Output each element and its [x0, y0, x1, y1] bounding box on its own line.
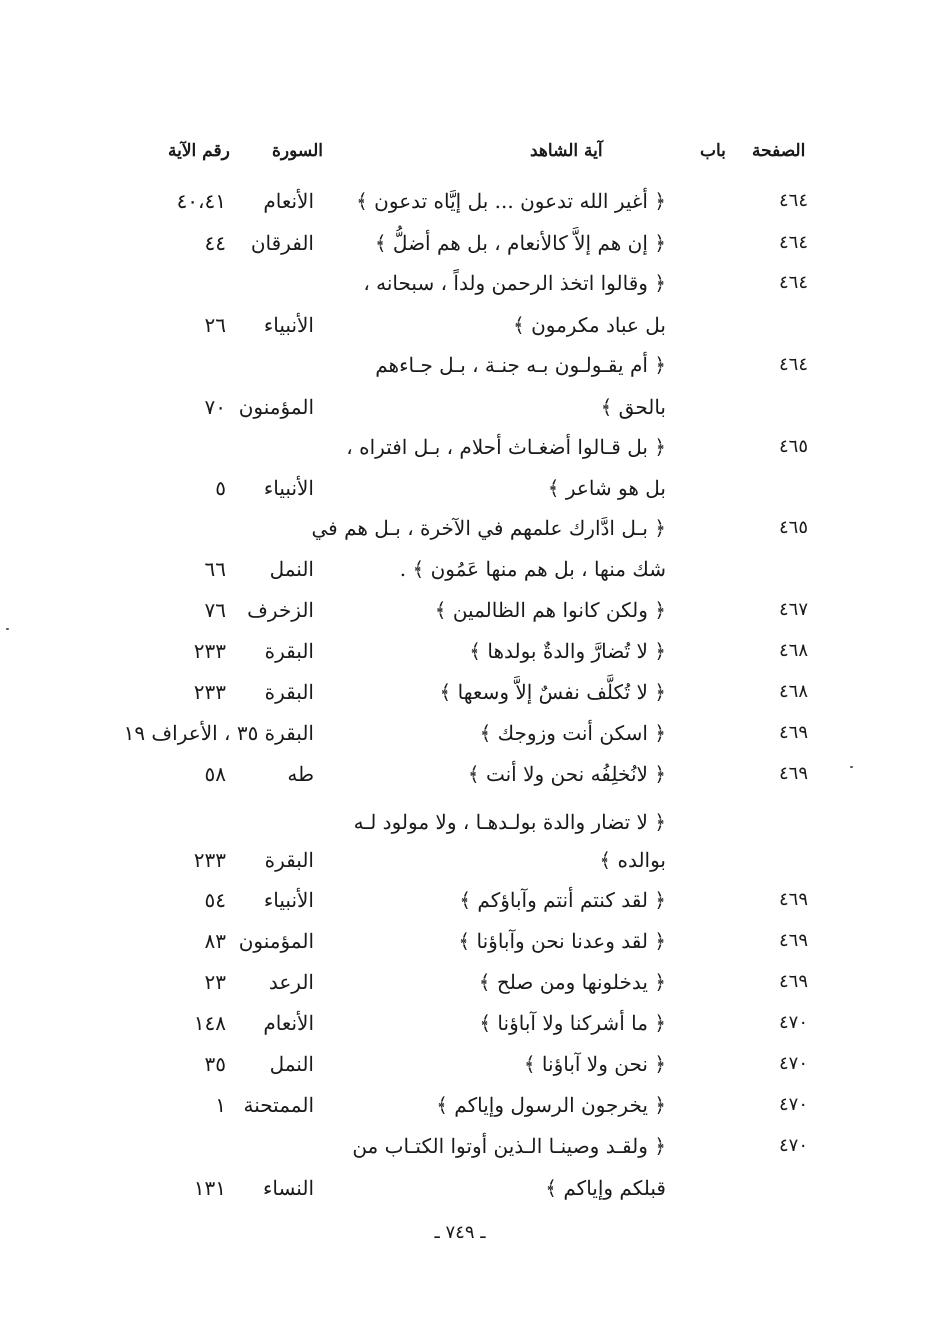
- surah-cell: طه: [287, 762, 314, 786]
- ayah-number-cell: ٥٤: [204, 888, 226, 912]
- verse-cell: شك منها ، بل هم منها عَمُون ﴾ .: [399, 557, 666, 581]
- surah-cell: النساء: [262, 1176, 314, 1200]
- verse-cell: ﴿ أم يقـولـون بـه جنـة ، بـل جـاءهم: [375, 353, 666, 377]
- page-number-cell: ٤٦٩: [778, 763, 808, 784]
- surah-cell: الأنعام: [263, 189, 314, 213]
- page-number-cell: ٤٦٤: [778, 232, 808, 253]
- verse-cell: ﴿ لا تضار والدة بولـدهـا ، ولا مولود لـه: [353, 810, 666, 834]
- header-ayah-number: رقم الآية: [168, 141, 230, 161]
- page-number-cell: ٤٦٤: [778, 354, 808, 375]
- verse-cell: ﴿ إن هم إلاَّ كالأنعام ، بل هم أضلُّ ﴾: [374, 231, 666, 255]
- surah-cell: الممتحنة: [243, 1093, 314, 1117]
- surah-cell: الأنبياء: [263, 888, 314, 912]
- page-number-cell: ٤٧٠: [778, 1135, 808, 1156]
- surah-cell: البقرة: [264, 848, 314, 872]
- header-surah: السورة: [272, 141, 323, 161]
- page-number-cell: ٤٧٠: [778, 1012, 808, 1033]
- verse-cell: قبلكم وإياكم ﴾: [545, 1176, 666, 1200]
- ayah-number-cell: ٧٠: [204, 395, 226, 419]
- verse-cell: ﴿ ولكن كانوا هم الظالمين ﴾: [434, 598, 666, 622]
- verse-cell: ﴿ ولقـد وصينـا الـذين أوتوا الكتـاب من: [352, 1134, 666, 1158]
- verse-cell: ﴿ لا تُكلَّف نفسٌ إلاَّ وسعها ﴾: [439, 680, 666, 704]
- ayah-number-cell: ٢٣٣: [193, 639, 226, 663]
- surah-cell: المؤمنون: [238, 395, 314, 419]
- ayah-number-cell: ٧٦: [204, 598, 226, 622]
- verse-cell: بل عباد مكرمون ﴾: [513, 313, 666, 337]
- ayah-number-cell: ٤٠،٤١: [176, 189, 226, 213]
- surah-cell: الأنبياء: [263, 313, 314, 337]
- scan-speck: [850, 766, 853, 768]
- verse-cell: ﴿ نحن ولا آباؤنا ﴾: [523, 1052, 666, 1076]
- ayah-number-cell: ٥٨: [204, 762, 226, 786]
- verse-cell: ﴿ لقد كنتم أنتم وآباؤكم ﴾: [459, 888, 666, 912]
- ayah-number-cell: ٢٣: [204, 970, 226, 994]
- page-number-cell: ٤٦٩: [778, 971, 808, 992]
- ayah-number-cell: ٢٣٣: [193, 848, 226, 872]
- page-number-cell: ٤٦٥: [778, 517, 808, 538]
- surah-cell: النمل: [269, 1052, 314, 1076]
- verse-cell: ﴿ لا تُضارَّ والدةٌ بولدها ﴾: [469, 639, 666, 663]
- page-number-cell: ٤٦٩: [778, 722, 808, 743]
- surah-cell: الزخرف: [247, 598, 314, 622]
- page-number-cell: ٤٦٨: [778, 640, 808, 661]
- verse-cell: بل هو شاعر ﴾: [547, 476, 666, 500]
- header-page: الصفحة: [752, 141, 806, 161]
- surah-cell: المؤمنون: [238, 929, 314, 953]
- surah-cell: البقرة: [264, 680, 314, 704]
- ayah-number-cell: ٣٥: [204, 1052, 226, 1076]
- verse-cell: ﴿ بـل ادَّارك علمهم في الآخرة ، بـل هم في: [311, 516, 666, 540]
- surah-cell: النمل: [269, 557, 314, 581]
- verse-cell: ﴿ اسكن أنت وزوجك ﴾: [479, 721, 666, 745]
- ayah-number-cell: ١: [215, 1093, 226, 1117]
- ayah-number-cell: ١٤٨: [193, 1011, 226, 1035]
- verse-cell: ﴿ لانُخلِفُه نحن ولا أنت ﴾: [467, 762, 666, 786]
- ayah-number-cell: ٦٦: [204, 557, 226, 581]
- surah-cell: البقرة ٣٥ ، الأعراف ١٩: [123, 721, 314, 745]
- verse-cell: ﴿ أغير الله تدعون ... بل إيَّاه تدعون ﴾: [356, 189, 666, 213]
- verse-cell: ﴿ يخرجون الرسول وإياكم ﴾: [436, 1093, 666, 1117]
- ayah-number-cell: ٢٣٣: [193, 680, 226, 704]
- ayah-number-cell: ٨٣: [204, 929, 226, 953]
- verse-cell: ﴿ وقالوا اتخذ الرحمن ولداً ، سبحانه ،: [363, 271, 666, 295]
- ayah-number-cell: ٥: [215, 476, 226, 500]
- header-bab: باب: [700, 141, 726, 161]
- page-number-cell: ٤٦٨: [778, 681, 808, 702]
- surah-cell: الفرقان: [250, 231, 314, 255]
- page-number-cell: ٤٦٥: [778, 436, 808, 457]
- verse-cell: بالحق ﴾: [600, 395, 666, 419]
- page-number-cell: ٤٦٧: [778, 599, 808, 620]
- verse-cell: ﴿ ما أشركنا ولا آباؤنا ﴾: [479, 1011, 666, 1035]
- scan-speck: [6, 628, 9, 630]
- surah-cell: الأنعام: [263, 1011, 314, 1035]
- page-number-cell: ٤٦٤: [778, 190, 808, 211]
- verse-cell: ﴿ بل قـالوا أضغـاث أحلام ، بـل افتراه ،: [346, 435, 666, 459]
- surah-cell: الرعد: [268, 970, 314, 994]
- verse-cell: ﴿ يدخلونها ومن صلح ﴾: [478, 970, 666, 994]
- verse-cell: ﴿ لقد وعدنا نحن وآباؤنا ﴾: [458, 929, 666, 953]
- surah-cell: الأنبياء: [263, 476, 314, 500]
- page-number-cell: ٤٦٤: [778, 272, 808, 293]
- ayah-number-cell: ٤٤: [204, 231, 226, 255]
- page-number-cell: ٤٦٩: [778, 889, 808, 910]
- ayah-number-cell: ٢٦: [204, 313, 226, 337]
- page-number: ـ ٧٤٩ ـ: [434, 1222, 486, 1243]
- page-number-cell: ٤٧٠: [778, 1053, 808, 1074]
- ayah-number-cell: ١٣١: [193, 1176, 226, 1200]
- header-verse: آية الشاهد: [530, 141, 603, 161]
- page-number-cell: ٤٧٠: [778, 1094, 808, 1115]
- verse-cell: بوالده ﴾: [599, 848, 666, 872]
- surah-cell: البقرة: [264, 639, 314, 663]
- page-number-cell: ٤٦٩: [778, 930, 808, 951]
